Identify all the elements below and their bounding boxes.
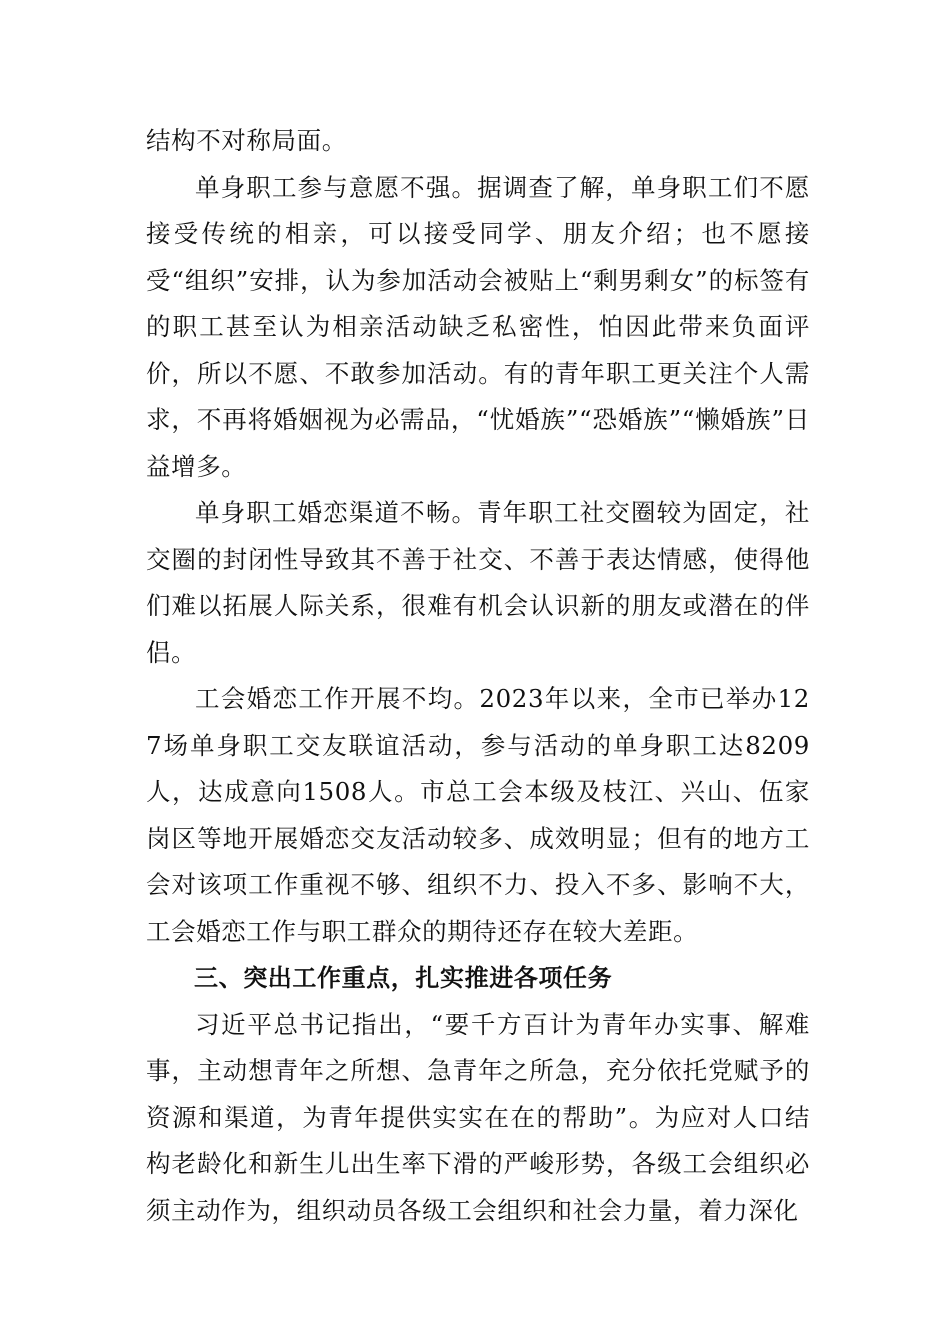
document-body: [146, 118, 810, 1234]
paragraph-union-work: 工会婚恋工作开展不均。2023年以来，全市已举办127场单身职工交友联谊活动，参与活动的单身职工达8209人，达成意向1508人。市总工会本级及枝江、兴山、伍家岗区等地开展婚恋交友活动较多、成效明显；但有的地方工会对该项工作重视不够、组织不力、投入不多、影响不大，工会婚恋工作与职工群众的期待还存在较大差距。: [146, 684, 810, 946]
paragraph-closing: 习近平总书记指出，“要千方百计为青年办实事、解难事，主动想青年之所想、急青年之所急，充分依托党赋予的资源和渠道，为青年提供实实在在的帮助”。为应对人口结构老龄化和新生儿出生率下滑的严峻形势，各级工会组织必须主动作为，组织动员各级工会组织和社会力量，着力深化: [146, 1009, 810, 1225]
paragraph-continuation: 结构不对称局面。: [146, 126, 347, 155]
paragraph-willingness: 单身职工参与意愿不强。据调查了解，单身职工们不愿接受传统的相亲，可以接受同学、朋友介绍；也不愿接受“组织”安排，认为参加活动会被贴上“剩男剩女”的标签有的职工甚至认为相亲活动缺乏私密性，怕因此带来负面评价，所以不愿、不敢参加活动。有的青年职工更关注个人需求，不再将婚姻视为必需品，“忧婚族”“恐婚族”“懒婚族”日益增多。: [146, 172, 810, 481]
paragraph-channels: 单身职工婚恋渠道不畅。青年职工社交圈较为固定，社交圈的封闭性导致其不善于社交、不善于表达情感，使得他们难以拓展人际关系，很难有机会认识新的朋友或潜在的伴侣。: [146, 498, 810, 667]
section-heading: 三、突出工作重点，扎实推进各项任务: [194, 964, 613, 992]
